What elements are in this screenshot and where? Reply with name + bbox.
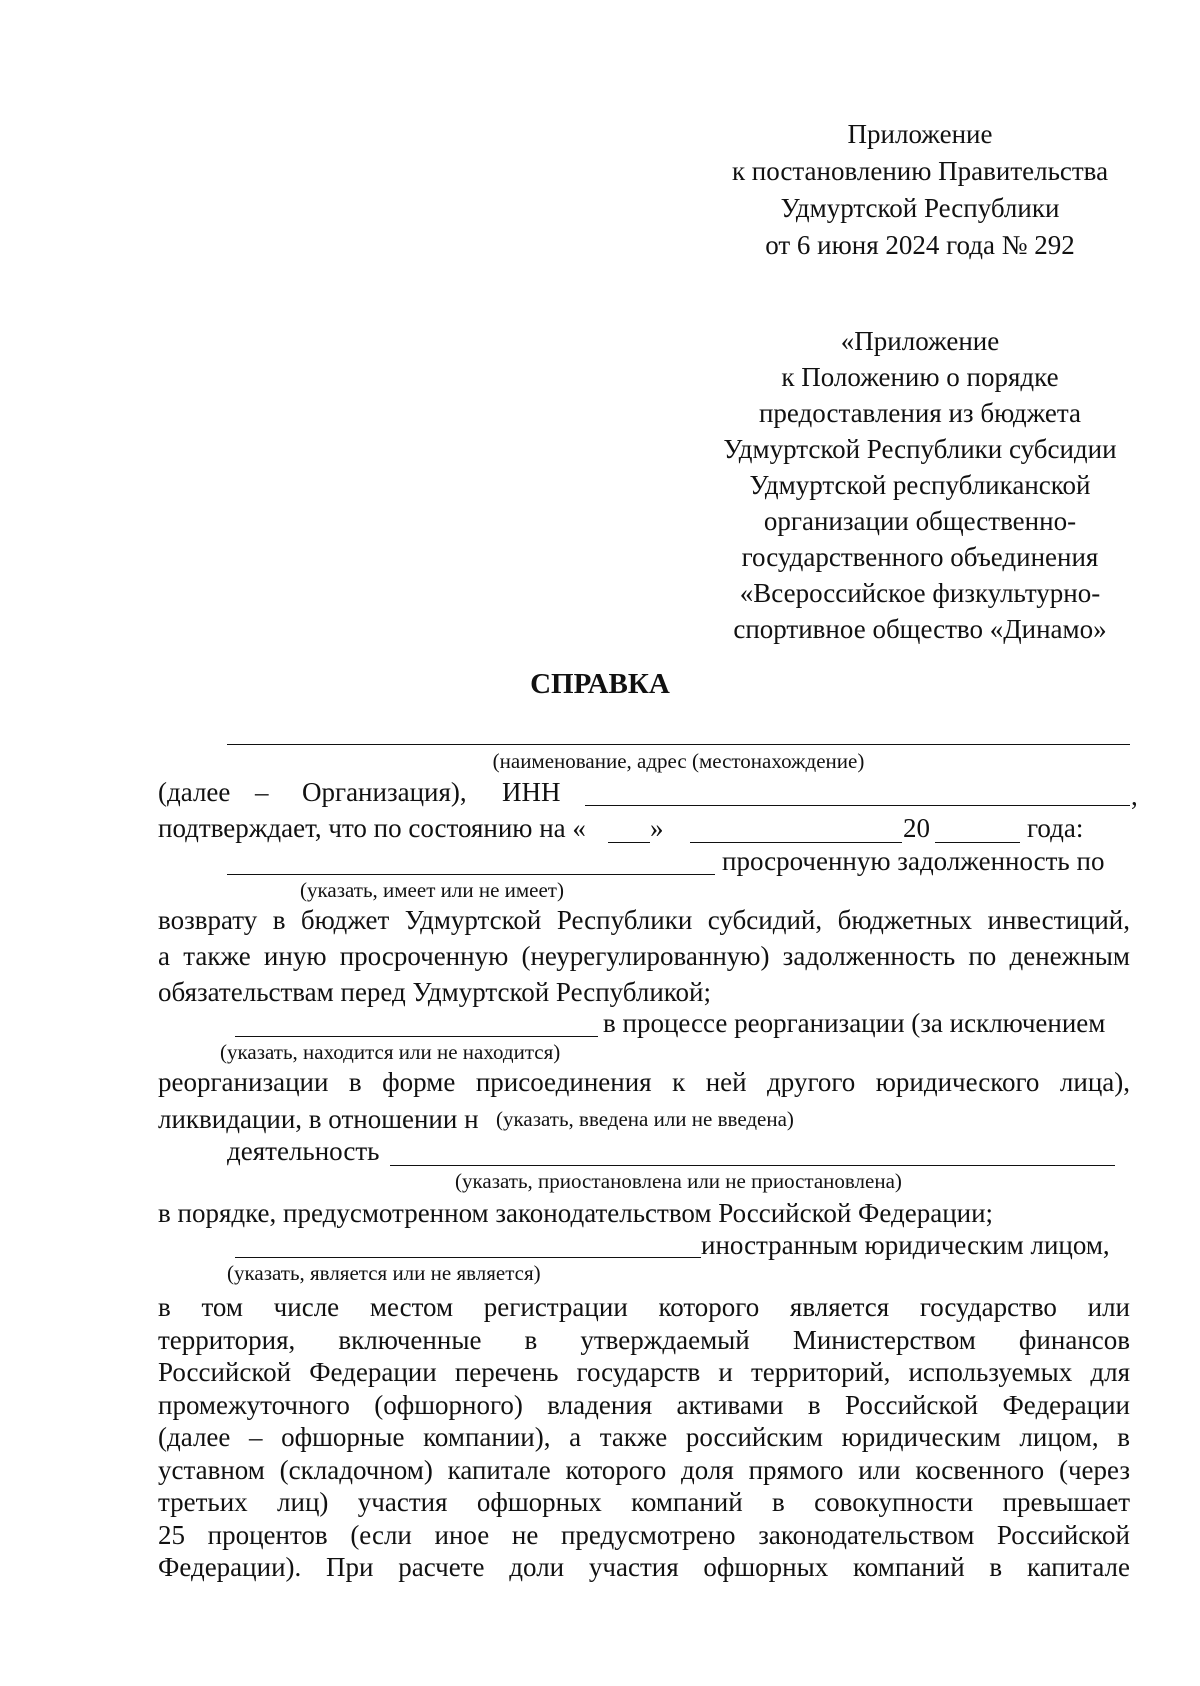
foreign-text: иностранным юридическим лицом, bbox=[701, 1230, 1110, 1260]
paragraph-2-line: территория, включенные в утверждаемый Министерством финансов bbox=[158, 1324, 1130, 1355]
liquidation-text: ликвидации, в отношении н bbox=[158, 1104, 479, 1134]
reorg-text: в процессе реорганизации (за исключением bbox=[603, 1008, 1106, 1038]
year-field-line[interactable] bbox=[935, 842, 1020, 843]
annex-line: государственного объединения bbox=[741, 542, 1099, 572]
foreign-text-row bbox=[701, 1229, 1130, 1261]
month-field-line[interactable] bbox=[690, 842, 902, 843]
header-line-3: Удмуртской Республики bbox=[780, 193, 1060, 223]
header-line-2: к постановлению Правительства bbox=[731, 156, 1109, 186]
annex-line: Удмуртской республиканской bbox=[749, 470, 1091, 500]
paragraph-1-last: обязательствам перед Удмуртской Республикой; bbox=[158, 977, 711, 1007]
day-field-line[interactable] bbox=[608, 842, 650, 843]
paragraph-1-line: а также иную просроченную (неурегулированную) задолженность по денежным bbox=[158, 941, 1130, 971]
reorg-line-text: реорганизации в форме присоединения к ней другого юридического лица), bbox=[158, 1067, 1130, 1097]
org-word: Организация), bbox=[302, 777, 467, 807]
annex-line: организации общественно- bbox=[763, 506, 1077, 536]
year-prefix: 20 bbox=[903, 813, 930, 843]
inn-label: ИНН bbox=[502, 777, 561, 807]
overdue-text: просроченную задолженность по bbox=[722, 846, 1105, 876]
inn-comma: , bbox=[1131, 781, 1138, 811]
hint-foreign: (указать, является или не является) bbox=[227, 1261, 541, 1285]
paragraph-2-line: третьих лиц) участия офшорных компаний в совокупности превышает bbox=[158, 1487, 1130, 1517]
hint-has: (указать, имеет или не имеет) bbox=[300, 878, 564, 902]
document-title: СПРАВКА bbox=[530, 668, 670, 700]
header-line-4: от 6 июня 2024 года № 292 bbox=[765, 230, 1075, 260]
org-prefix: (далее bbox=[158, 777, 231, 807]
paragraph-2-line: промежуточного (офшорного) владения активами в Российской Федерации bbox=[158, 1389, 1130, 1420]
header-line-1: Приложение bbox=[847, 119, 993, 149]
annex-line: спортивное общество «Динамо» bbox=[733, 614, 1107, 644]
quote-close: » bbox=[650, 813, 664, 843]
foreign-field-line[interactable] bbox=[235, 1257, 701, 1258]
paragraph-1-line: возврату в бюджет Удмуртской Республики субсидий, бюджетных инвестиций, bbox=[158, 905, 1130, 935]
paragraph-2-line: 25 процентов (если иное не предусмотрено законодательством Российской bbox=[158, 1519, 1130, 1550]
paragraph-1 bbox=[158, 904, 1130, 972]
annex-line: Удмуртской Республики субсидии bbox=[723, 434, 1117, 464]
order-text: в порядке, предусмотренном законодательством Российской Федерации; bbox=[158, 1198, 994, 1228]
annex-line: «Всероссийское физкультурно- bbox=[739, 578, 1101, 608]
paragraph-2-line: Федерации). При расчете доли участия офшорных компаний в капитале bbox=[158, 1552, 1130, 1582]
reorg-line bbox=[158, 1066, 1130, 1098]
activity-field-line[interactable] bbox=[390, 1165, 1115, 1166]
name-field-line[interactable] bbox=[227, 744, 1130, 745]
paragraph-2 bbox=[158, 1291, 1130, 1584]
paragraph-2-line: уставном (складочном) капитале которого доля прямого или косвенного (через bbox=[158, 1454, 1130, 1485]
org-dash: – bbox=[255, 777, 269, 807]
paragraph-2-line: Российской Федерации перечень государств и территорий, используемых для bbox=[158, 1357, 1130, 1387]
hint-activity: (указать, приостановлена или не приостановлена) bbox=[455, 1169, 902, 1193]
year-suffix: года: bbox=[1027, 813, 1084, 843]
has-debt-field-line[interactable] bbox=[227, 874, 715, 875]
annex-line: предоставления из бюджета bbox=[758, 398, 1082, 428]
confirms-text: подтверждает, что по состоянию на « bbox=[158, 813, 586, 843]
hint-name: (наименование, адрес (местонахождение) bbox=[492, 749, 865, 773]
paragraph-2-line: в том числе местом регистрации которого является государство или bbox=[158, 1292, 1130, 1322]
paragraph-2-line: (далее – офшорные компании), а также российским юридическим лицом, в bbox=[158, 1422, 1130, 1452]
hint-bankrupt: (указать, введена или не введена) bbox=[496, 1107, 794, 1131]
inn-field-line[interactable] bbox=[585, 805, 1130, 806]
reorg-field-line[interactable] bbox=[235, 1036, 598, 1037]
annex-line: «Приложение bbox=[840, 326, 1000, 356]
annex-line: к Положению о порядке bbox=[781, 362, 1059, 392]
activity-text: деятельность bbox=[227, 1136, 380, 1166]
hint-reorg: (указать, находится или не находится) bbox=[220, 1040, 561, 1064]
